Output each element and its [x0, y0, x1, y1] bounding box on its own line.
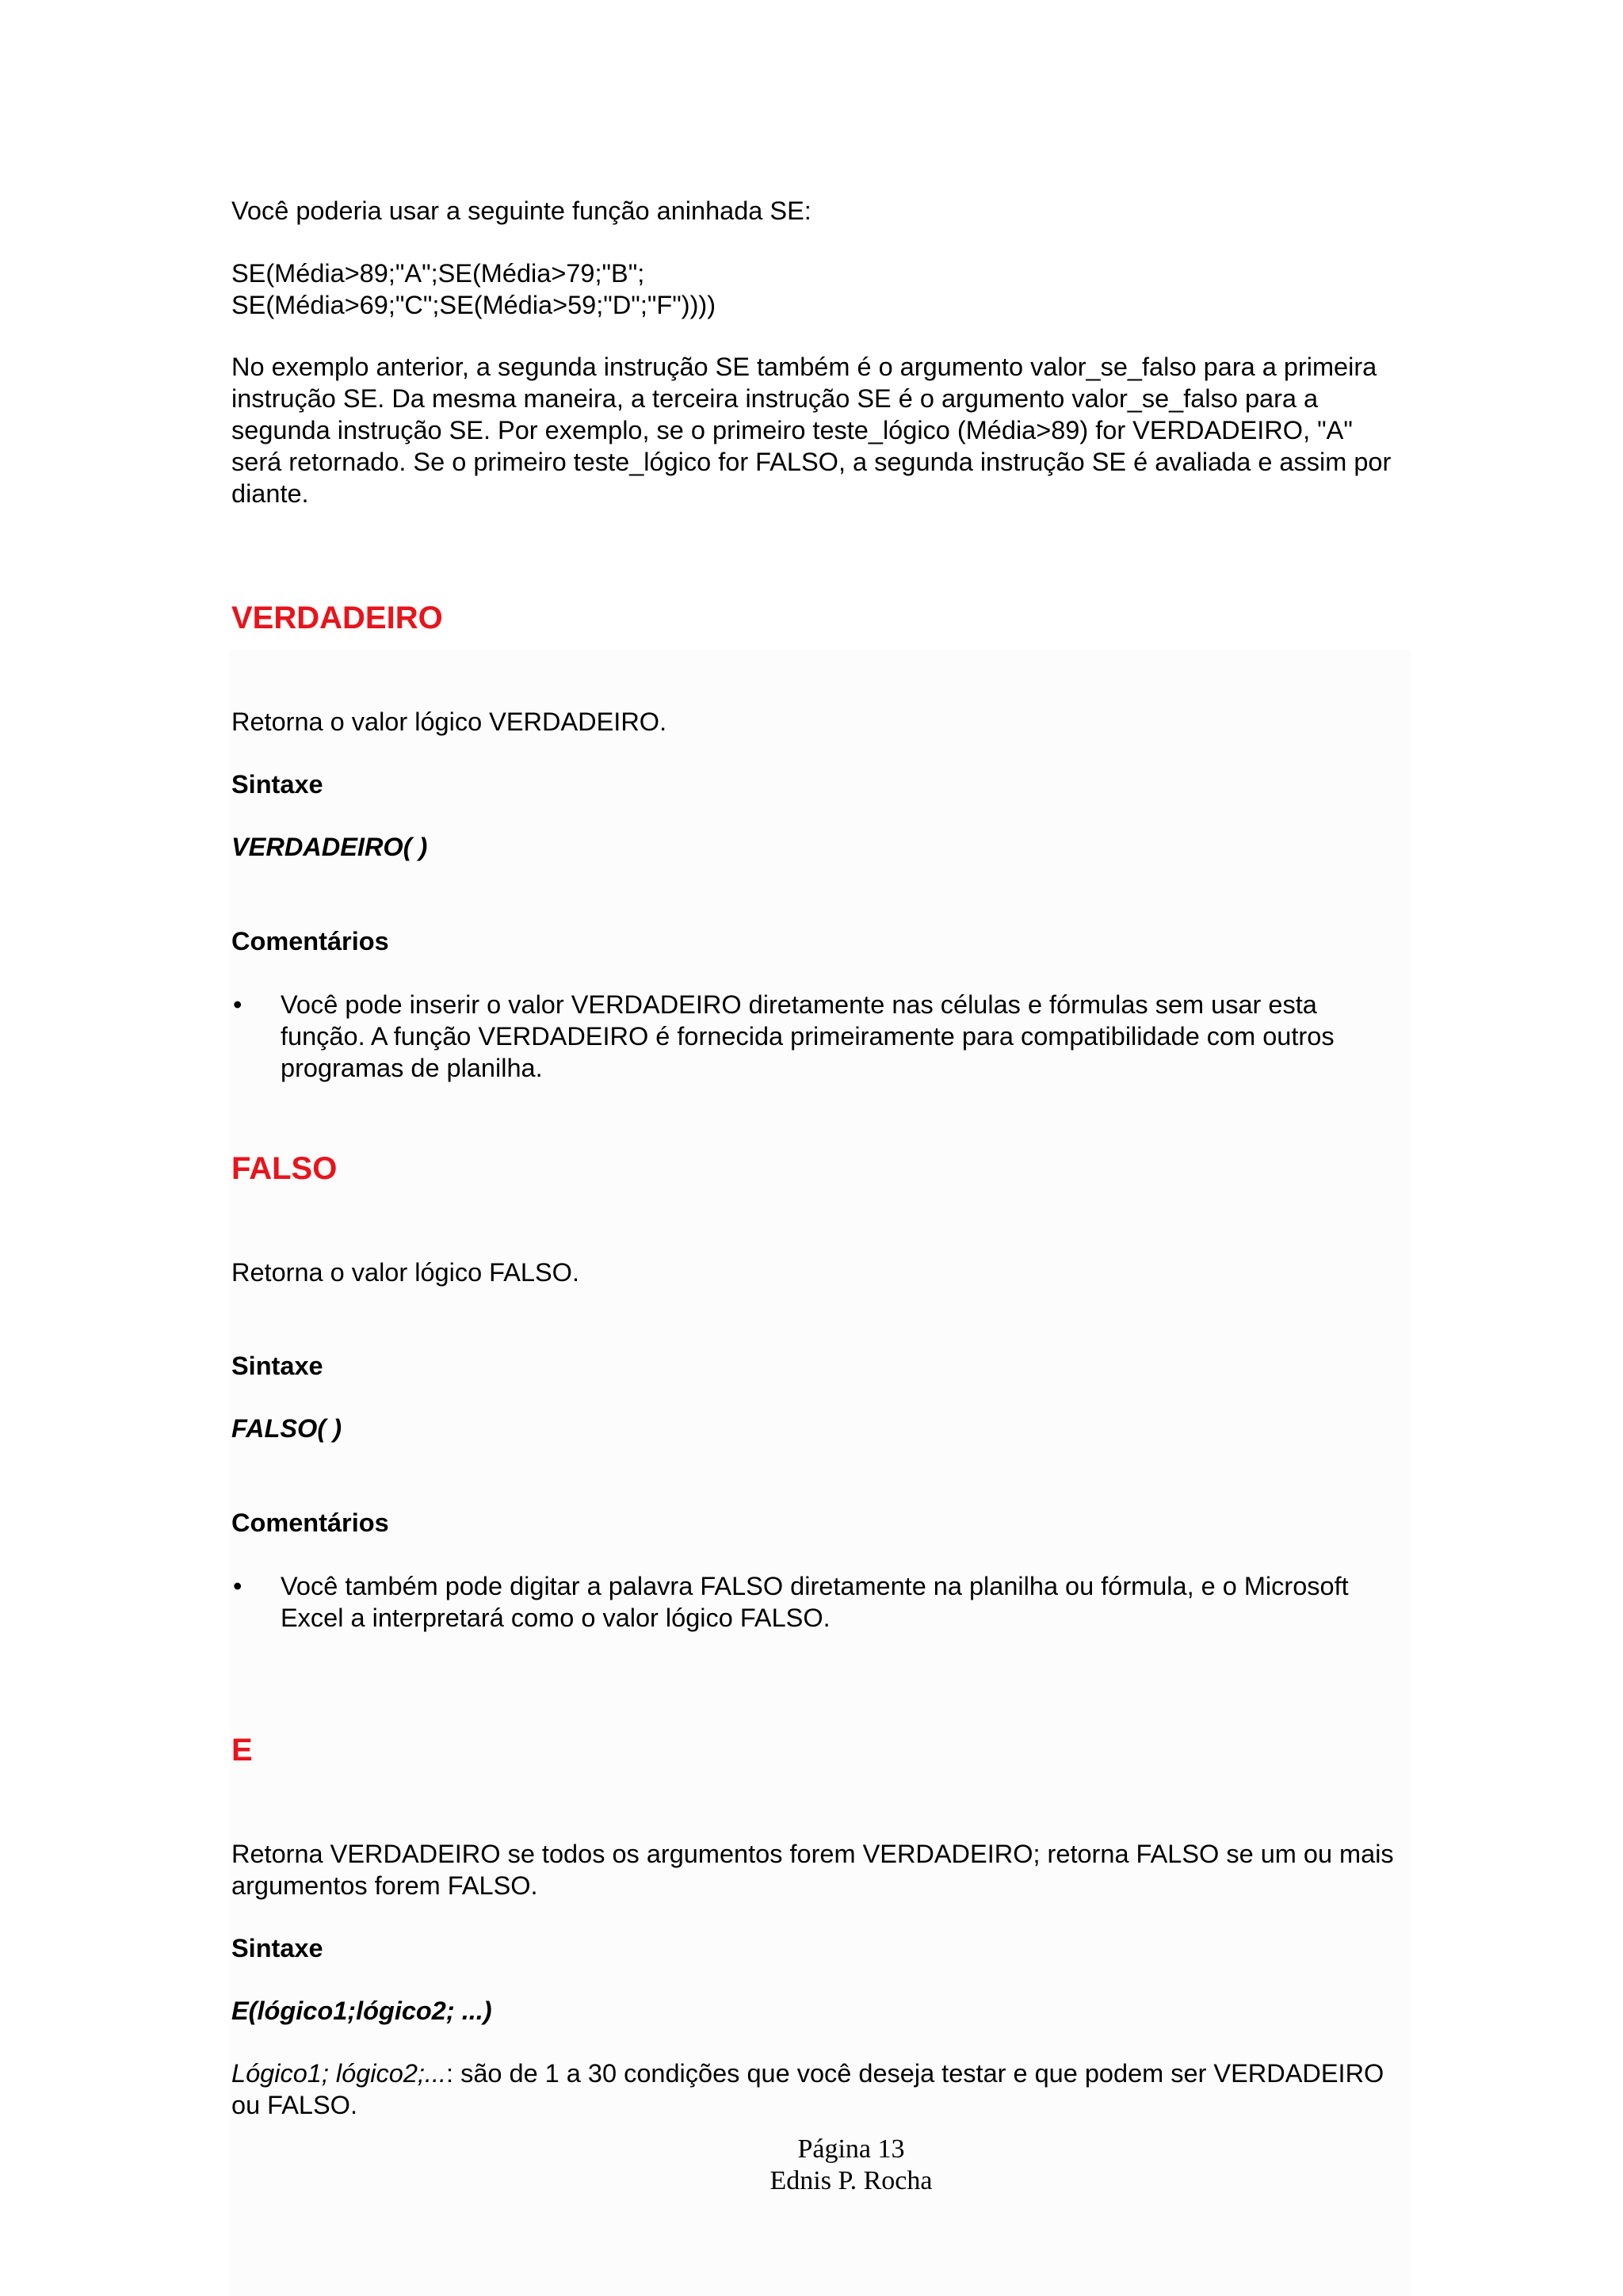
- syntax-label: Sintaxe: [231, 770, 323, 799]
- paragraph-line: segunda instrução SE. Por exemplo, se o primeiro teste_lógico (Média>89) for VERDADEIRO, "A": [231, 416, 1353, 444]
- bullet-text-line: programas de planilha.: [281, 1054, 543, 1082]
- syntax-formula: VERDADEIRO( ): [231, 833, 428, 861]
- formula-line: SE(Média>89;"A";SE(Média>79;"B";: [231, 259, 645, 288]
- comments-label: Comentários: [231, 927, 389, 955]
- section-description: Retorna o valor lógico VERDADEIRO.: [231, 707, 667, 736]
- paragraph-line: instrução SE. Da mesma maneira, a terceira instrução SE é o argumento valor_se_falso para a: [231, 384, 1319, 413]
- syntax-label: Sintaxe: [231, 1352, 323, 1380]
- argument-description: [231, 2058, 1384, 2089]
- bullet-text-line: função. A função VERDADEIRO é fornecida primeiramente para compatibilidade com outros: [281, 1022, 1335, 1051]
- bullet-text-line: Você também pode digitar a palavra FALSO diretamente na planilha ou fórmula, e o Microsoft: [281, 1572, 1349, 1600]
- section-description: argumentos forem FALSO.: [231, 1871, 538, 1900]
- syntax-formula: FALSO( ): [231, 1414, 342, 1443]
- section-heading-falso: FALSO: [231, 1151, 338, 1186]
- syntax-formula: E(lógico1;lógico2; ...): [231, 1997, 492, 2025]
- paragraph-line: No exemplo anterior, a segunda instrução SE também é o argumento valor_se_falso para a primeira: [231, 353, 1377, 381]
- bullet-text-line: Você pode inserir o valor VERDADEIRO diretamente nas células e fórmulas sem usar esta: [281, 990, 1317, 1019]
- section-heading-e: E: [231, 1733, 253, 1768]
- argument-text: : são de 1 a 30 condições que você deseja testar e que podem ser VERDADEIRO: [446, 2059, 1384, 2088]
- comments-label: Comentários: [231, 1508, 389, 1537]
- section-heading-verdadeiro: VERDADEIRO: [231, 601, 443, 635]
- section-description: Retorna o valor lógico FALSO.: [231, 1258, 579, 1287]
- footer-author: Ednis P. Rocha: [769, 2166, 933, 2195]
- bullet-marker: •: [233, 990, 242, 1019]
- page-number: Página 13: [797, 2134, 905, 2164]
- bullet-marker: •: [233, 1572, 242, 1600]
- section-description: Retorna VERDADEIRO se todos os argumentos forem VERDADEIRO; retorna FALSO se um ou mais: [231, 1840, 1394, 1868]
- argument-description-cont: ou FALSO.: [231, 2091, 357, 2119]
- paragraph-line: será retornado. Se o primeiro teste_lógico for FALSO, a segunda instrução SE é avaliada e assim por: [231, 448, 1392, 476]
- bullet-text-line: Excel a interpretará como o valor lógico FALSO.: [281, 1604, 831, 1632]
- argument-name: Lógico1; lógico2;...: [231, 2059, 447, 2088]
- intro-text: Você poderia usar a seguinte função aninhada SE:: [231, 196, 812, 225]
- paragraph-line: diante.: [231, 479, 309, 508]
- formula-line: SE(Média>69;"C";SE(Média>59;"D";"F")))): [231, 291, 716, 319]
- page-background-shade: [230, 650, 1411, 2296]
- syntax-label: Sintaxe: [231, 1934, 323, 1962]
